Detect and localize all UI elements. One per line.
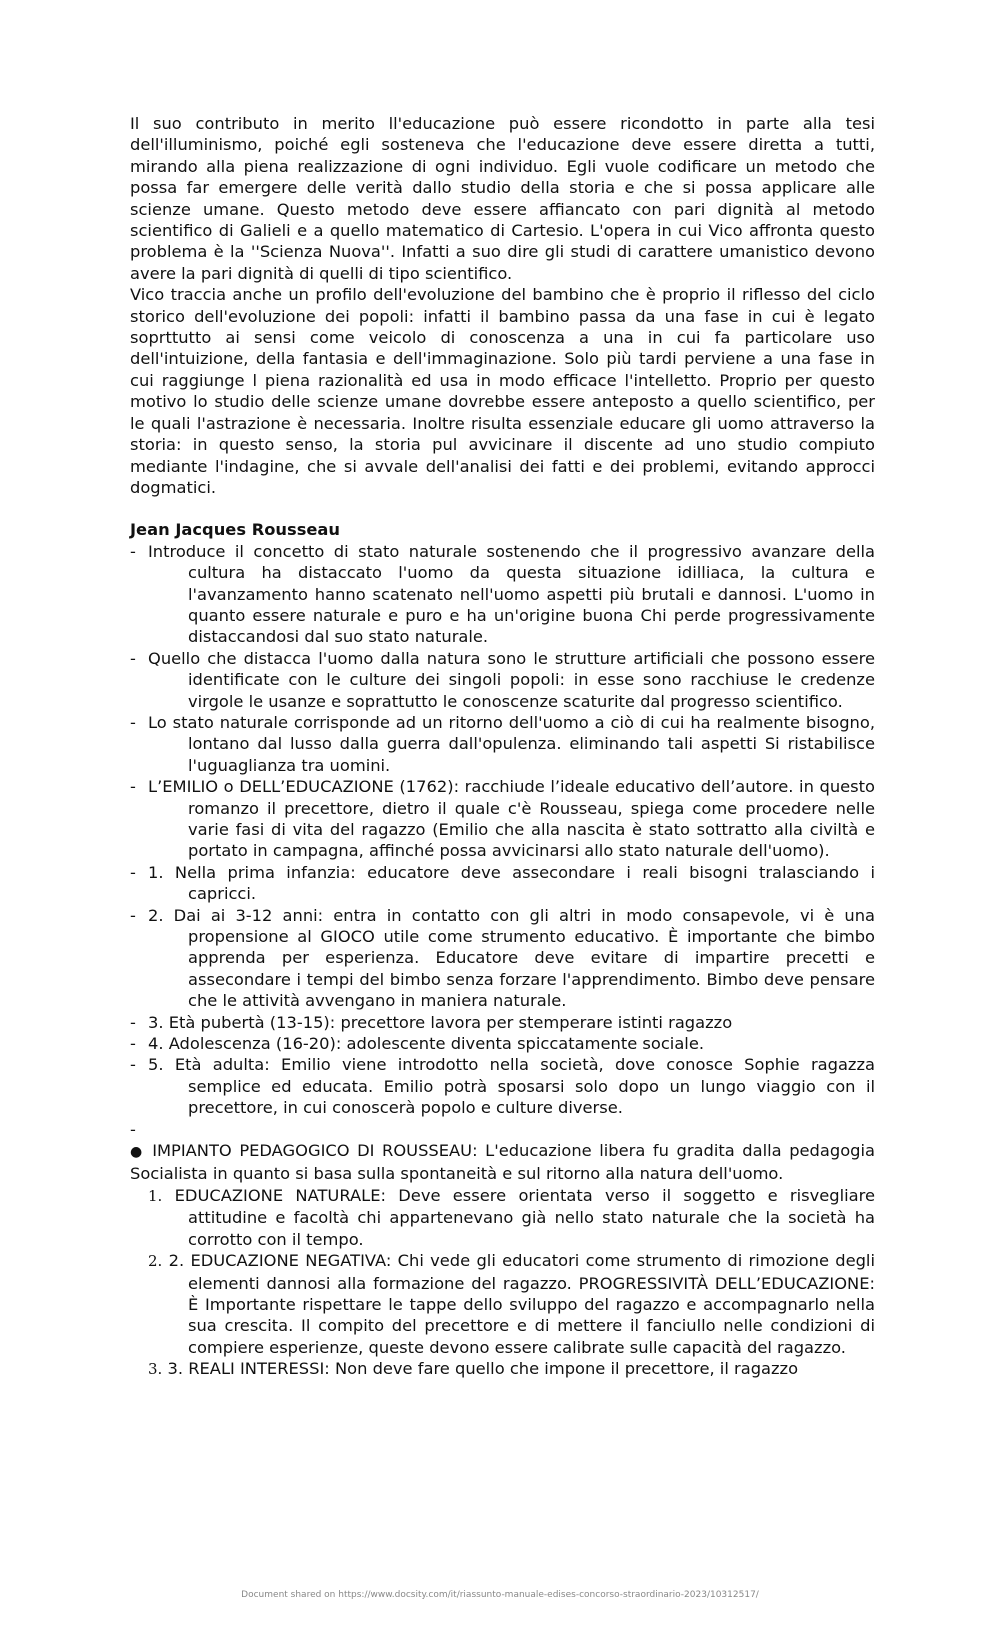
list-item bbox=[130, 541, 875, 648]
list-item bbox=[130, 712, 875, 776]
list-item-text: 1. Nella prima infanzia: educatore deve assecondare i reali bisogni tralasciando i capricci. bbox=[148, 862, 875, 904]
vico-paragraph-1: Il suo contributo in merito ll'educazione può essere ricondotto in parte alla tesi dell'illuminismo, poiché egli sosteneva che l'educazione deve essere diretta a tutti, mirando alla piena realizzazione di ogni individuo. Egli vuole codificare un metodo che possa far emergere delle verità dallo studio della storia e che si possa applicare alle scienze umane. Questo metodo deve essere affiancato con pari dignità al metodo scientifico di Galieli e a quello matematico di Cartesio. L'opera in cui Vico affronta questo problema è la ''Scienza Nuova''. Infatti a suo dire gli studi di carattere umanistico devono avere la pari dignità di quelli di tipo scientifico. bbox=[130, 114, 875, 283]
list-item bbox=[130, 648, 875, 712]
footer-link[interactable]: Document shared on https://www.docsity.com/it/riassunto-manuale-edises-concorso-straordinario-2023/10312517/ bbox=[241, 1590, 759, 1600]
list-item-text: 4. Adolescenza (16-20): adolescente diventa spiccatamente sociale. bbox=[148, 1034, 705, 1054]
list-item-empty bbox=[130, 1119, 875, 1140]
impianto-paragraph bbox=[130, 1140, 875, 1185]
dash-marker: - bbox=[130, 862, 136, 882]
dash-marker: - bbox=[130, 1012, 136, 1032]
list-item-text: Lo stato naturale corrisponde ad un ritorno dell'uomo a ciò di cui ha realmente bisogno, lontano dal lusso dalla guerra dall'opulenza. eliminando tali aspetti Si ristabilisce l'uguaglianza tra uomini. bbox=[148, 712, 875, 775]
list-item bbox=[130, 776, 875, 862]
section-gap bbox=[130, 498, 875, 519]
section-heading-rousseau: Jean Jacques Rousseau bbox=[130, 520, 341, 540]
bullet-icon: ● bbox=[130, 1144, 145, 1161]
document-page bbox=[130, 113, 875, 1381]
numbered-item-text: EDUCAZIONE NATURALE: Deve essere orientata verso il soggetto e risvegliare attitudine e facoltà chi appartenevano già nello stato naturale che la società ha corrotto con il tempo. bbox=[174, 1185, 875, 1249]
number-marker: 1. bbox=[148, 1186, 163, 1205]
list-item-text: 2. Dai ai 3-12 anni: entra in contatto con gli altri in modo consapevole, vi è una propensione al GIOCO utile come strumento educativo. È importante che bimbo apprenda per esperienza. Educatore deve evitare di impartire precetti e assecondare i tempi del bimbo senza forzare l'apprendimento. Bimbo deve pensare che le attività avvengano in maniera naturale. bbox=[148, 905, 875, 1011]
dash-marker: - bbox=[130, 1119, 136, 1139]
list-item-text: 3. Età pubertà (13-15): precettore lavora per stemperare istinti ragazzo bbox=[148, 1012, 733, 1032]
dash-marker: - bbox=[130, 905, 136, 925]
dash-marker: - bbox=[130, 541, 136, 561]
impianto-text: IMPIANTO PEDAGOGICO DI ROUSSEAU: L'educazione libera fu gradita dalla pedagogia Socialista in quanto si basa sulla spontaneità e sul ritorno alla natura dell'uomo. bbox=[130, 1141, 876, 1184]
numbered-item-text: 2. EDUCAZIONE NEGATIVA: Chi vede gli educatori come strumento di rimozione degli elementi dannosi alla formazione del ragazzo. PROGRESSIVITÀ DELL’EDUCAZIONE: È Importante rispettare le tappe dello sviluppo del ragazzo e accompagnarlo nella sua crescita. Il compito del precettore e di mettere il fanciullo nelle condizioni di compiere esperienze, queste devono essere calibrate sulle capacità del ragazzo. bbox=[168, 1251, 875, 1357]
dash-marker: - bbox=[130, 648, 136, 668]
dash-marker: - bbox=[130, 712, 136, 732]
dash-marker: - bbox=[130, 1055, 136, 1075]
numbered-item bbox=[130, 1185, 875, 1250]
vico-paragraph-2: Vico traccia anche un profilo dell'evoluzione del bambino che è proprio il riflesso del ciclo storico dell'evoluzione dei popoli: infatti il bambino passa da una fase in cui è legato soprttutto ai sensi come veicolo di conoscenza a una in cui fa particolare uso dell'intuizione, della fantasia e dell'immaginazione. Solo più tardi perviene a una fase in cui raggiunge l piena razionalità ed usa in modo efficace l'intelletto. Proprio per questo motivo lo studio delle scienze umane dovrebbe essere anteposto a quello scientifico, per le quali l'astrazione è necessaria. Inoltre risulta essenziale educare gli uomo attraverso la storia: in questo senso, la storia pul avvicinare il discente ad uno studio compiuto mediante l'indagine, che si avvale dell'analisi dei fatti e dei problemi, evitando approcci dogmatici. bbox=[130, 285, 875, 497]
list-item-text: Quello che distacca l'uomo dalla natura sono le strutture artificiali che possono essere identificate con le culture dei singoli popoli: in esse sono racchiuse le credenze virgole le usanze e soprattutto le conoscenze scaturite dal progresso scientifico. bbox=[148, 648, 875, 711]
number-marker: 3. bbox=[148, 1360, 163, 1379]
rousseau-dash-list bbox=[130, 541, 875, 1140]
list-item-text: L’EMILIO o DELL’EDUCAZIONE (1762): racchiude l’ideale educativo dell’autore. in questo romanzo il precettore, dietro il quale c'è Rousseau, spiega come procedere nelle varie fasi di vita del ragazzo (Emilio che alla nascita è stato sottratto alla civiltà e portato in campagna, affinché possa avvicinarsi allo stato naturale dell'uomo). bbox=[148, 777, 875, 861]
numbered-item bbox=[130, 1358, 875, 1380]
list-item bbox=[130, 1054, 875, 1118]
numbered-item bbox=[130, 1250, 875, 1358]
list-item bbox=[130, 862, 875, 905]
numbered-list bbox=[130, 1185, 875, 1381]
number-marker: 2. bbox=[148, 1252, 163, 1271]
list-item bbox=[130, 1012, 875, 1033]
numbered-item-text: 3. REALI INTERESSI: Non deve fare quello che impone il precettore, il ragazzo bbox=[167, 1359, 799, 1379]
dash-marker: - bbox=[130, 777, 136, 797]
list-item bbox=[130, 905, 875, 1012]
list-item bbox=[130, 1033, 875, 1054]
list-item-text: 5. Età adulta: Emilio viene introdotto nella società, dove conosce Sophie ragazza semplice ed educata. Emilio potrà sposarsi solo dopo un lungo viaggio con il precettore, in cui conoscerà popolo e culture diverse. bbox=[148, 1055, 875, 1118]
dash-marker: - bbox=[130, 1034, 136, 1054]
list-item-text: Introduce il concetto di stato naturale sostenendo che il progressivo avanzare della cultura ha distaccato l'uomo da questa situazione idilliaca, la cultura e l'avanzamento hanno scatenato nell'uomo aspetti più brutali e dannosi. L'uomo in quanto essere naturale e puro e ha un'origine buona Chi perde progressivamente distaccandosi dal suo stato naturale. bbox=[148, 541, 875, 647]
